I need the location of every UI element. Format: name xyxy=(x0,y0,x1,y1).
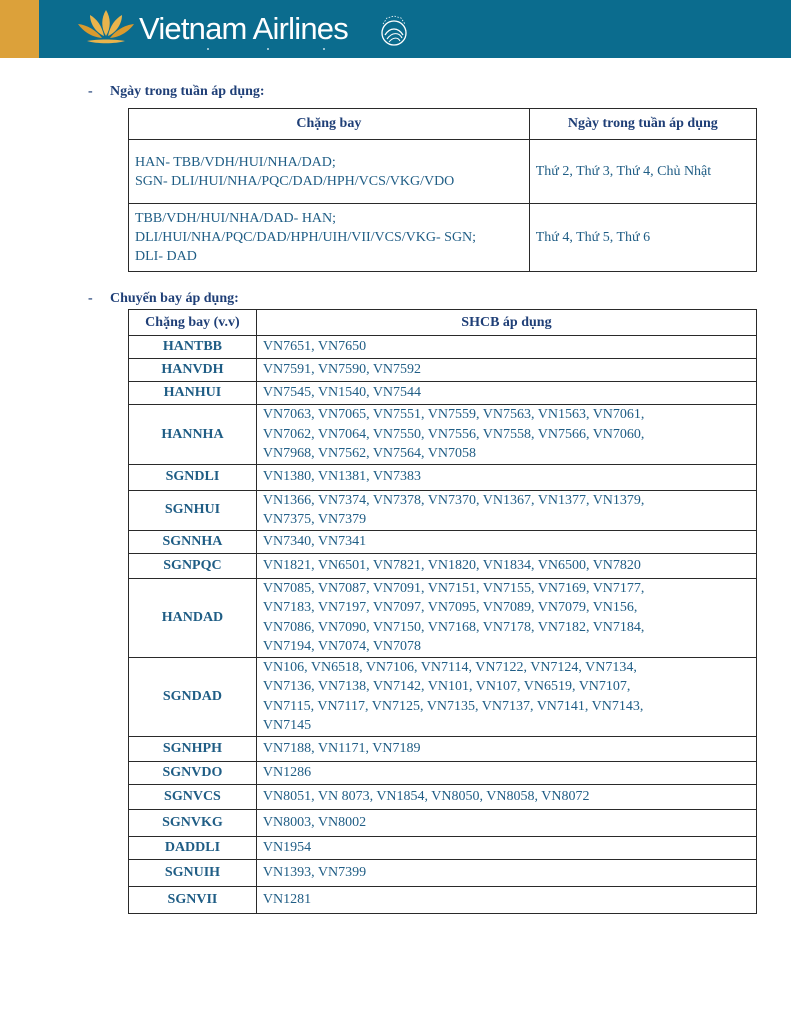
table-row xyxy=(129,336,757,359)
table-row xyxy=(129,204,757,272)
route-code-cell: SGNPQC xyxy=(129,553,257,578)
days-cell: Thứ 2, Thứ 3, Thứ 4, Chủ Nhật xyxy=(529,140,756,204)
route-cell xyxy=(129,204,530,272)
flight-numbers-cell xyxy=(256,553,756,578)
table-row xyxy=(129,553,757,578)
flights-table xyxy=(128,309,757,914)
bullet: - xyxy=(88,291,93,306)
route-code-cell: SGNDAD xyxy=(129,657,257,736)
table-row xyxy=(129,140,757,204)
flight-numbers-line: VN7545, VN1540, VN7544 xyxy=(262,385,422,401)
flight-numbers-cell xyxy=(256,464,756,490)
table-row xyxy=(129,405,757,465)
bullet: - xyxy=(88,84,93,99)
flight-numbers-line: VN7085, VN7087, VN7091, VN7151, VN7155, VN7169, VN7177, xyxy=(262,580,645,596)
table-row xyxy=(129,836,757,859)
lotus-icon xyxy=(75,6,137,46)
days-table xyxy=(128,108,757,272)
header-route: Chặng bay (v.v) xyxy=(129,310,257,336)
flight-numbers-cell xyxy=(256,784,756,809)
route-line: HAN- TBB/VDH/HUI/NHA/DAD; xyxy=(135,154,336,170)
flight-numbers-cell xyxy=(256,836,756,859)
route-line: DLI- DAD xyxy=(135,249,197,264)
route-code-cell: SGNHUI xyxy=(129,490,257,530)
flight-numbers-line: VN7188, VN1171, VN7189 xyxy=(262,740,421,756)
table-row xyxy=(129,382,757,405)
flight-numbers-line: VN1380, VN1381, VN7383 xyxy=(262,469,422,485)
route-line: DLI/HUI/NHA/PQC/DAD/HPH/UIH/VII/VCS/VKG- SGN; xyxy=(135,230,477,245)
flight-numbers-line: VN1281 xyxy=(262,891,312,907)
table-row xyxy=(129,530,757,553)
flight-numbers-line: VN7968, VN7562, VN7564, VN7058 xyxy=(262,446,477,461)
table-row xyxy=(129,886,757,913)
route-code-cell: HANDAD xyxy=(129,578,257,657)
flight-numbers-line: VN1954 xyxy=(262,839,312,855)
table-row xyxy=(129,464,757,490)
route-code-cell: SGNDLI xyxy=(129,464,257,490)
flight-numbers-line: VN7086, VN7090, VN7150, VN7168, VN7178, VN7182, VN7184, xyxy=(262,619,645,635)
flight-numbers-cell xyxy=(256,657,756,736)
flight-numbers-cell xyxy=(256,382,756,405)
flight-numbers-line: VN1821, VN6501, VN7821, VN1820, VN1834, VN6500, VN7820 xyxy=(262,557,641,573)
table-row xyxy=(129,359,757,382)
route-cell xyxy=(129,140,530,204)
flight-numbers-line: VN7591, VN7590, VN7592 xyxy=(262,362,422,378)
table-row xyxy=(129,736,757,761)
flight-numbers-line: VN7183, VN7197, VN7097, VN7095, VN7089, VN7079, VN156, xyxy=(262,600,638,615)
route-line: SGN- DLI/HUI/NHA/PQC/DAD/HPH/VCS/VKG/VDO xyxy=(135,173,455,189)
flight-numbers-cell xyxy=(256,359,756,382)
flight-numbers-cell xyxy=(256,336,756,359)
flight-numbers-cell xyxy=(256,490,756,530)
skyteam-icon xyxy=(374,11,414,51)
flight-numbers-line: VN1393, VN7399 xyxy=(262,864,367,880)
flight-numbers-cell xyxy=(256,886,756,913)
flight-numbers-line: VN7115, VN7117, VN7125, VN7135, VN7137, VN7141, VN7143, xyxy=(262,698,644,714)
flight-numbers-line: VN8003, VN8002 xyxy=(262,814,367,830)
table-row xyxy=(129,657,757,736)
table-row xyxy=(129,761,757,784)
route-code-cell: SGNUIH xyxy=(129,859,257,886)
flight-numbers-line: VN7136, VN7138, VN7142, VN101, VN107, VN6519, VN7107, xyxy=(262,679,631,694)
flight-numbers-line: VN1286 xyxy=(262,764,312,780)
table-row xyxy=(129,578,757,657)
flight-numbers-cell xyxy=(256,809,756,836)
route-code-cell: SGNVII xyxy=(129,886,257,913)
flight-numbers-line: VN7145 xyxy=(262,718,312,733)
route-code-cell: SGNNHA xyxy=(129,530,257,553)
flight-numbers-line: VN7063, VN7065, VN7551, VN7559, VN7563, VN1563, VN7061, xyxy=(262,407,645,422)
flight-numbers-cell xyxy=(256,859,756,886)
section-flights-heading xyxy=(88,290,239,308)
flights-table-header xyxy=(129,310,757,336)
table-row xyxy=(129,859,757,886)
flight-numbers-line: VN8051, VN 8073, VN1854, VN8050, VN8058, VN8072 xyxy=(262,788,590,804)
route-code-cell: SGNVCS xyxy=(129,784,257,809)
brand-name: Vietnam Airlines xyxy=(139,11,348,46)
flight-numbers-line: VN7375, VN7379 xyxy=(262,512,367,527)
header-route: Chặng bay xyxy=(129,109,530,140)
header-flights: SHCB áp dụng xyxy=(256,310,756,336)
route-code-cell: HANVDH xyxy=(129,359,257,382)
header-banner xyxy=(0,0,791,58)
accent-stripe xyxy=(0,0,39,58)
route-code-cell: HANTBB xyxy=(129,336,257,359)
table-row xyxy=(129,784,757,809)
flight-numbers-line: VN7062, VN7064, VN7550, VN7556, VN7558, VN7566, VN7060, xyxy=(262,426,645,442)
flight-numbers-line: VN106, VN6518, VN7106, VN7114, VN7122, VN7124, VN7134, xyxy=(262,659,637,675)
route-line: TBB/VDH/HUI/NHA/DAD- HAN; xyxy=(135,211,337,226)
section-flights-title: Chuyến bay áp dụng: xyxy=(110,291,239,306)
route-code-cell: HANHUI xyxy=(129,382,257,405)
table-row xyxy=(129,809,757,836)
header-days: Ngày trong tuần áp dụng xyxy=(529,109,756,140)
flight-numbers-line: VN7340, VN7341 xyxy=(262,533,367,549)
days-table-header xyxy=(129,109,757,140)
route-code-cell: HANNHA xyxy=(129,405,257,465)
section-days-title: Ngày trong tuần áp dụng: xyxy=(110,84,265,99)
flights-table-body xyxy=(129,336,757,914)
flight-numbers-cell xyxy=(256,578,756,657)
days-cell: Thứ 4, Thứ 5, Thứ 6 xyxy=(529,204,756,272)
route-code-cell: SGNVDO xyxy=(129,761,257,784)
flight-numbers-cell xyxy=(256,405,756,465)
table-row xyxy=(129,490,757,530)
flight-numbers-cell xyxy=(256,761,756,784)
flight-numbers-line: VN7194, VN7074, VN7078 xyxy=(262,639,422,654)
route-code-cell: DADDLI xyxy=(129,836,257,859)
flight-numbers-line: VN7651, VN7650 xyxy=(262,339,367,355)
flight-numbers-line: VN1366, VN7374, VN7378, VN7370, VN1367, VN1377, VN1379, xyxy=(262,492,645,508)
route-code-cell: SGNVKG xyxy=(129,809,257,836)
section-days-heading xyxy=(88,83,265,101)
flight-numbers-cell xyxy=(256,736,756,761)
flight-numbers-cell xyxy=(256,530,756,553)
header-divider xyxy=(206,47,326,51)
route-code-cell: SGNHPH xyxy=(129,736,257,761)
